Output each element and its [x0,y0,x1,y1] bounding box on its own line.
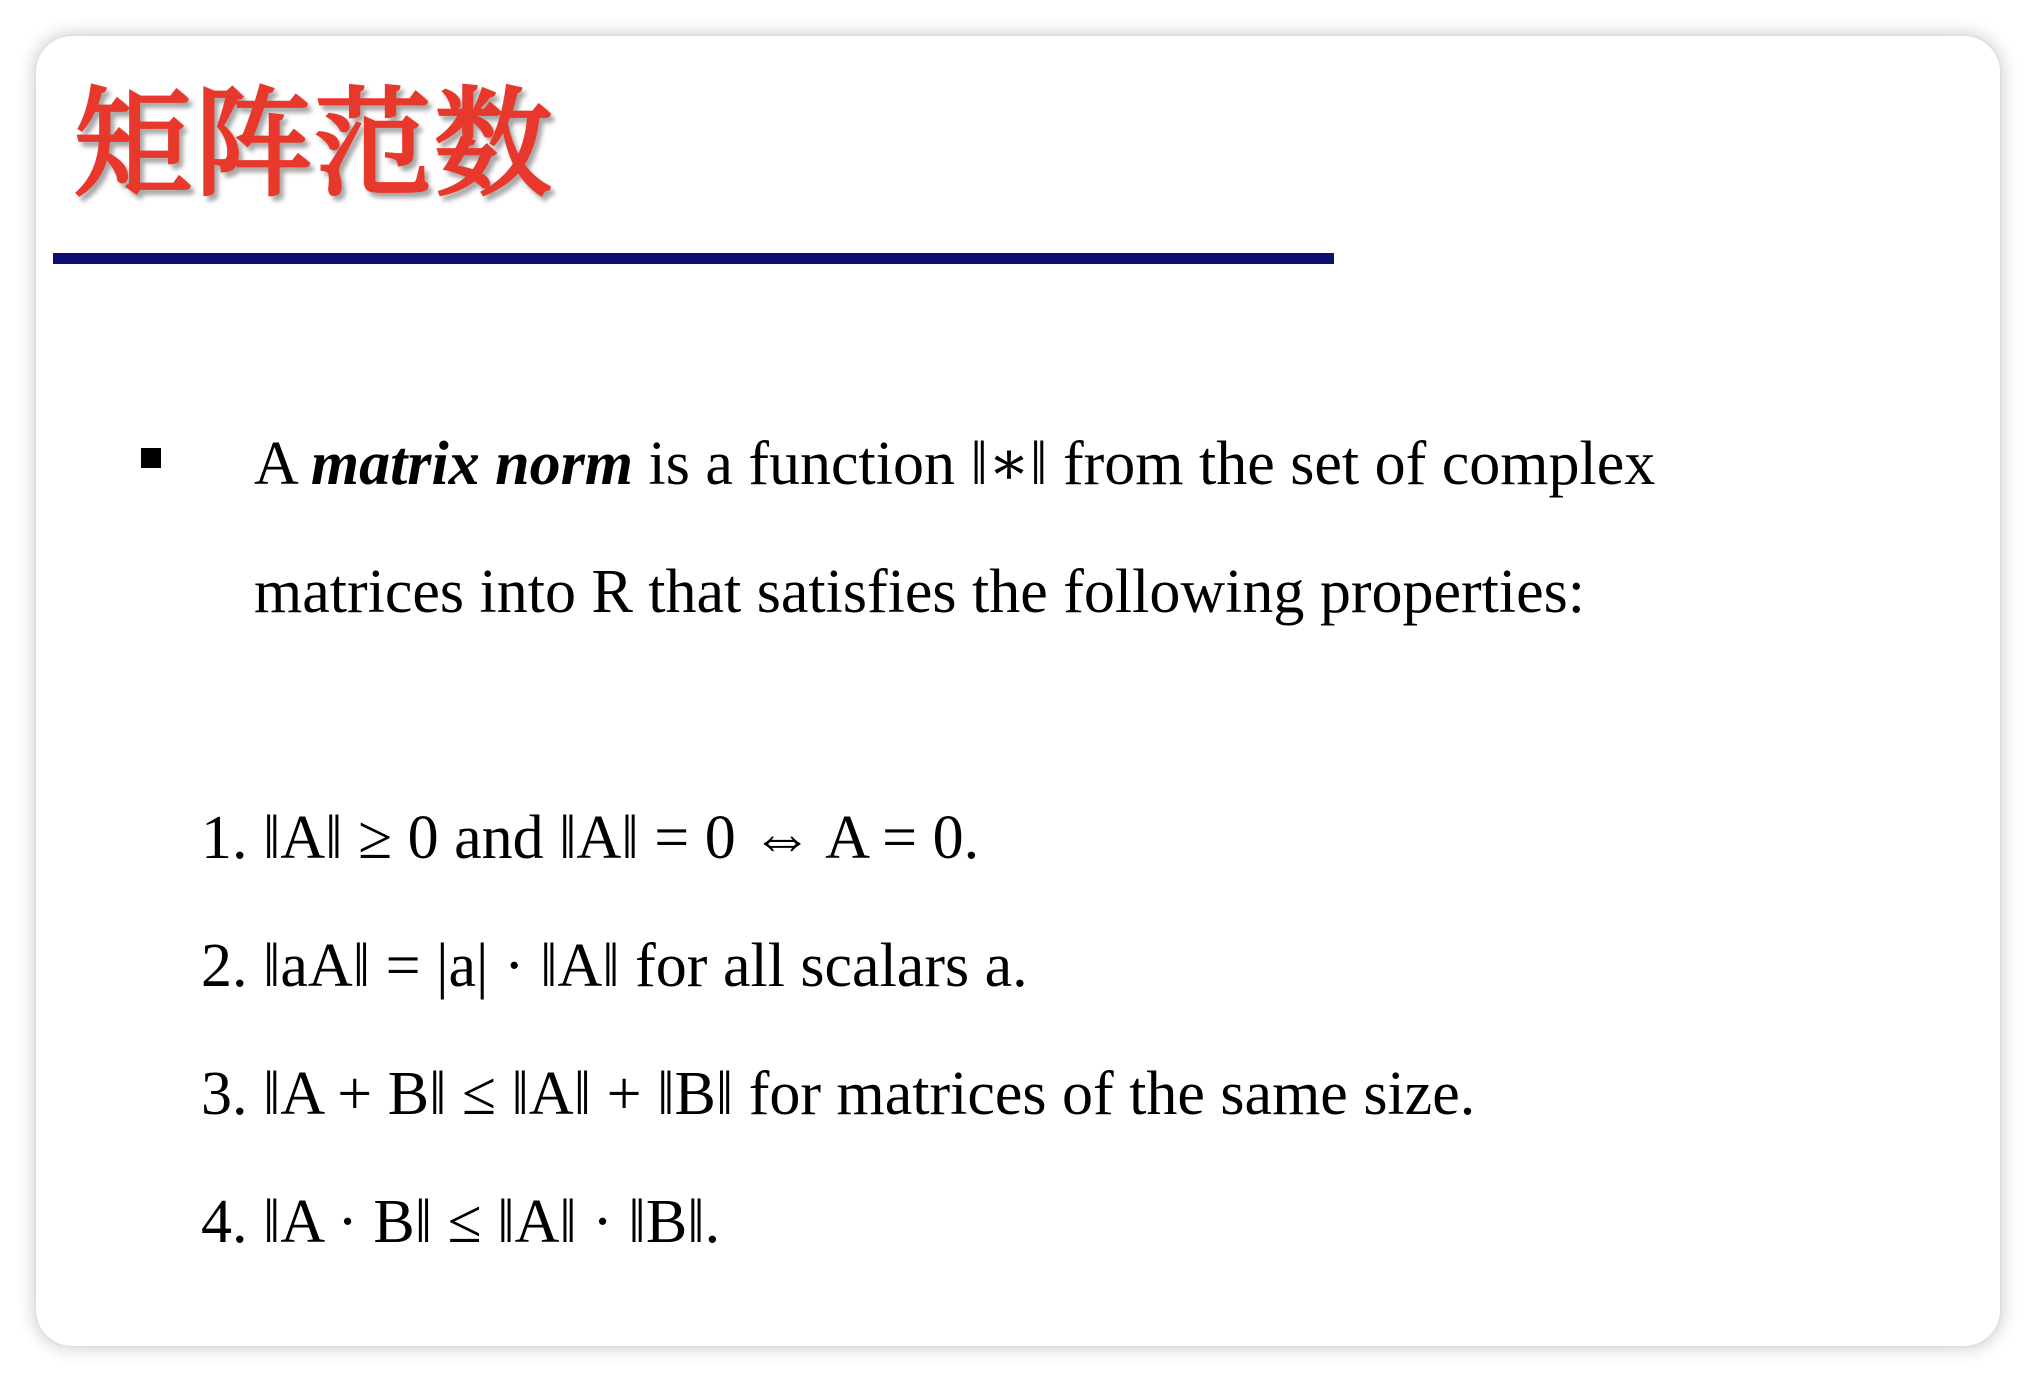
definition-intro: A [254,430,311,498]
property-item-3: 3. ‖A + B‖ ≤ ‖A‖ + ‖B‖ for matrices of the same size. [201,1060,1476,1128]
slide-title: 矩阵范数 [74,75,555,213]
norm-properties-list [201,774,1475,1286]
definition-text [254,400,1854,656]
property-item-1: 1. ‖A‖ ≥ 0 and ‖A‖ = 0 ⇔ A = 0. [201,804,980,872]
square-bullet-icon [141,448,161,468]
definition-term: matrix norm [310,430,633,498]
property-item-2: 2. ‖aA‖ = |a| · ‖A‖ for all scalars a. [201,932,1028,1000]
title-underline-rule [53,253,1334,264]
property-item-4: 4. ‖A · B‖ ≤ ‖A‖ · ‖B‖. [201,1188,721,1256]
slide [36,36,2000,1346]
definition-rest: is a function ‖∗‖ from the set of complex matrices into R that satisfies the following properties: [254,430,1656,626]
